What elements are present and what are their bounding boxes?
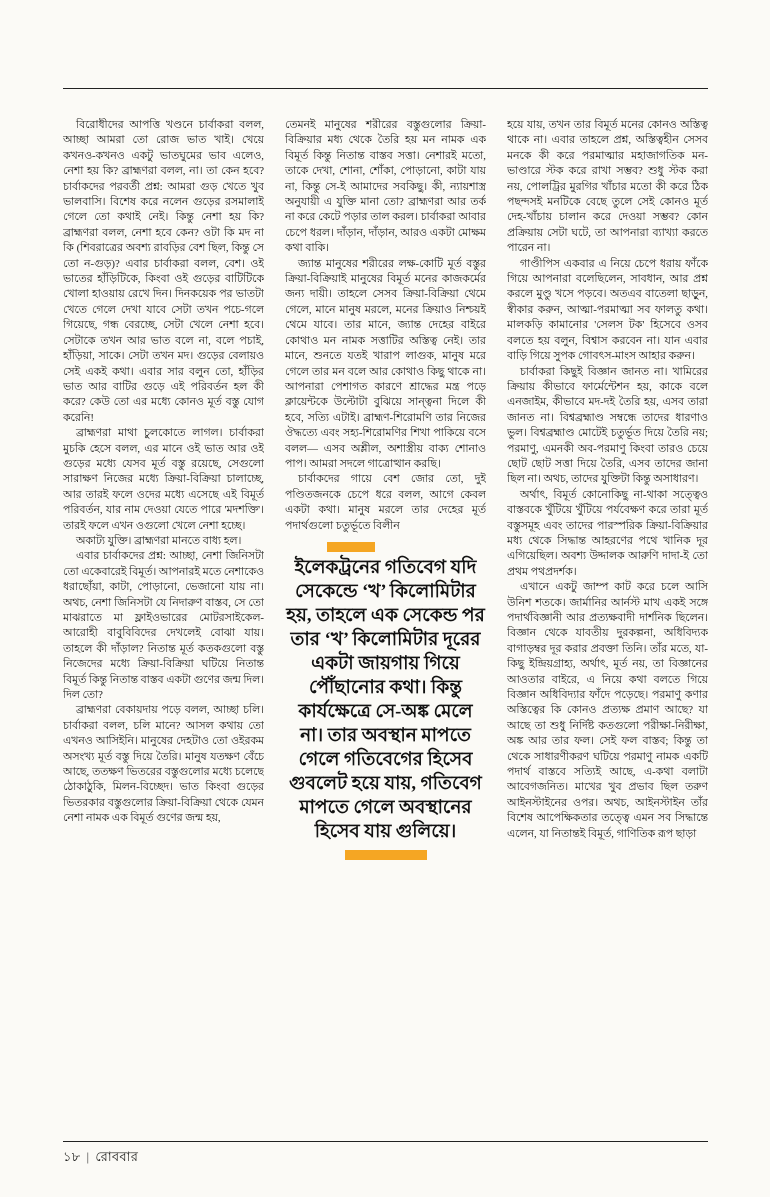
text-column-3 (507, 118, 708, 1123)
paragraph: গাণ্ডীপিস একবার এ নিয়ে চেপে ধরায় ফাঁকে গিয়ে আপনারা বলেছিলেন, সাবধান, আর প্রশ্ন করলে মুণ্ডু খসে পড়বে। অতএব বাতেলা ছাড়ুন, স্বীকার করুন, আত্মা-পরমাত্মা সব ফালতু কথা। মালকড়ি কামানোর 'সেলস টক' হিসেবে ওসব বলতে হয় বলুন, বিশ্বাস করবেন না। যান এবার বাড়ি গিয়ে সুপক গোবৎস-মাংস আহার করুন। (507, 257, 708, 363)
article-body (63, 118, 708, 1123)
paragraph: ব্রাহ্মণরা বেকায়দায় পড়ে বলল, আচ্ছা চলি। চার্বাকরা বলল, চলি মানে? আসল কথায় তো এখনও আসিইনি। মানুষের দেহটাও তো ওইরকম অসংখ্য মূর্ত বস্তু দিয়ে তৈরি। মানুষ যতক্ষণ বেঁচে আছে, ততক্ষণ ভিতরের বস্তুগুলোর মধ্যে চলেছে ঠোকাঠুকি, মিলন-বিচ্ছেদ। ভাত কিংবা গুড়ের ভিতরকার বস্তুগুলোর ক্রিয়া-বিক্রিয়া থেকে যেমন নেশা নামক এক বিমূর্ত গুণের জন্ম হয়, (63, 704, 264, 825)
paragraph: এবার চার্বাকদের প্রশ্ন: আচ্ছা, নেশা জিনিসটা তো একেবারেই বিমূর্ত। আপনারই মতে নেশাকেও ধরাছোঁয়া, কাটা, পোড়ানো, ভেজানো যায় না। অথচ, নেশা জিনিসটা যে নিদারুণ বাস্তব, সে তো মাঝরাতে মা ফ্লাইওভারের মোটরসাইকেল-আরোহী বাবুবিবিদের দেখলেই বোঝা যায়। তাহলে কী দাঁড়াল? নিতান্ত মূর্ত কতকগুলো বস্তু নিজেদের মধ্যে ক্রিয়া-বিক্রিয়া ঘটিয়ে নিতান্ত বিমূর্ত কিন্তু নিতান্ত বাস্তব একটা গুণের জন্ম দিল। দিল তো? (63, 550, 264, 702)
text-column-2 (285, 118, 486, 1123)
paragraph: বিরোধীদের আপত্তি খণ্ডনে চার্বাকরা বলল, আচ্ছা আমরা তো রোজ ভাত খাই। খেয়ে কখনও-কখনও একটু ভাতঘুমের ভাব এলেও, নেশা হয় কি? ব্রাহ্মণরা বলল, না। তা কেন হবে? চার্বাকদের পরবর্তী প্রশ্ন: আমরা গুড় খেতে খুব ভালবাসি। বিশেষ করে নলেন গুড়ের রসমালাই গেলে তো কথাই নেই। কিন্তু নেশা হয় কি? ব্রাহ্মণরা বলল, নেশা হবে কেন? ওটা কি মদ না কি (শিবরাত্রের অবশ্য রাবড়ির বেশ ছিল, কিন্তু সে তো ন-গুড়)? এবার চার্বাকরা বলল, বেশ। ওই ভাতের হাঁড়িটিকে, কিংবা ওই গুড়ের বাটিটিকে খোলা হাওয়ায় রেখে দিন। দিনকয়েক পর ভাতটা খেতে গেলে দেখা যাবে সেটা তখন পচে-গলে গিয়েছে, গন্ধ বেরচ্ছে, সেটা খেলে নেশা হবে। সেটাকে তখন আর ভাত বলে না, বলে পচাই, হাঁড়িয়া, সাকে। সেটা তখন মদ। গুড়ের বেলায়ও সেই একই কথা। এবার সার বলুন তো, হাঁড়ির ভাত আর বাটির গুড়ে এই পরিবর্তন হল কী করে? কেউ তো এর মধ্যে কোনও মূর্ত বস্তু যোগ করেনি! (63, 119, 264, 424)
highlight-bar-bottom-icon (345, 850, 427, 860)
paragraph: ব্রাহ্মণরা মাথা চুলকোতে লাগল। চার্বাকরা মুচকি হেসে বলল, এর মানে ওই ভাত আর ওই গুড়ের মধ্যে যেসব মূর্ত বস্তু রয়েছে, সেগুলো সারাক্ষণ নিজের মধ্যে ক্রিয়া-বিক্রিয়া চালাচ্ছে, আর তারই ফলে ওদের মধ্যে এসেছে এই বিমূর্ত পরিবর্তন, যার নাম দেওয়া যেতে পারে 'মদশক্তি'। তারই ফলে এখন ওগুলো খেলে নেশা হচ্ছে। (63, 427, 264, 532)
paragraph: অকাট্য যুক্তি। ব্রাহ্মণরা মানতে বাধ্য হল। (76, 534, 242, 547)
pull-quote-text: ইলেকট্রনের গতিবেগ যদি সেকেন্ডে ‘খ’ কিলোমিটার হয়, তাহলে এক সেকেন্ড পর তার ‘খ’ কিলোমিটার দূরের একটা জায়গায় গিয়ে পৌঁছানোর কথা। কিন্তু কার্যক্ষেত্রে সে-অঙ্ক মেলে না। তার অবস্থান মাপতে গেলে গতিবেগের হিসেব গুবলেট হয়ে যায়, গতিবেগ মাপতে গেলে অবস্থানের হিসেব যায় গুলিয়ে। (286, 557, 485, 842)
paragraph: হয়ে যায়, তখন তার বিমূর্ত মনের কোনও অস্তিত্ব থাকে না। এবার তাহলে প্রশ্ন, অস্তিত্বহীন সেসব মনকে কী করে পরমাত্মার মহাজাগতিক মন-ভাণ্ডারে স্টক করে রাখা সম্ভব? শুধু স্টক করা নয়, পোলট্রির মুরগির খাঁচার মতো কী করে ঠিক পছন্দসই মনটিকে বেছে তুলে সেই কোনও মূর্ত দেহ-খাঁচায় চালান করে দেওয়া সম্ভব? কোন প্রক্রিয়ায় সেটা ঘটে, তা আপনারা ব্যাখ্যা করতে পারেন না। (507, 119, 708, 255)
page-number: ১৮ (63, 1149, 81, 1164)
paragraph: চার্বাকদের গায়ে বেশ জোর তো, দুই পণ্ডিতজনকে চেপে ধরে বলল, আগে কেবল একটা কথা। মানুষ মরলে তার দেহের মূর্ত পদার্থগুলো চতুর্ভূতে বিলীন (285, 473, 486, 532)
text-column-1 (63, 118, 264, 1123)
publication-name: রোববার (95, 1149, 139, 1164)
paragraph: তেমনই মানুষের শরীরের বস্তুগুলোর ক্রিয়া-বিক্রিয়ার মধ্য থেকে তৈরি হয় মন নামক এক বিমূর্ত কিন্তু নিতান্ত বাস্তব সত্তা। নেশারই মতো, তাকে দেখা, শোনা, শোঁকা, পোড়ানো, কাটা যায় না, কিন্তু সে-ই আমাদের সবকিছু। কী, ন্যায়শাস্ত্র অনুযায়ী এ যুক্তি মানা তো? ব্রাহ্মণরা আর তর্ক না করে কেটে পড়ার তাল করল। চার্বাকরা আবার চেপে ধরল। দাঁড়ান, দাঁড়ান, আরও একটা মোক্ষম কথা বাকি। (285, 119, 486, 255)
paragraph: অর্থাৎ, বিমূর্ত কোনোকিছু না-থাকা সত্ত্বেও বাস্তবকে খুঁটিয়ে খুঁটিয়ে পর্যবেক্ষণ করে তারা মূর্ত বস্তুসমূহ এবং তাদের পারস্পরিক ক্রিয়া-বিক্রিয়ার মধ্য থেকে সিদ্ধান্ত আহরণের পথে খানিক দূর এগিয়েছিল। অবশ্য উদ্দালক আরুণি দাদা-ই তো প্রথম পথপ্রদর্শক। (507, 488, 708, 578)
pull-quote (285, 542, 486, 860)
paragraph: এখানে একটু জাম্প কাট করে চলে আসি উনিশ শতকে। জার্মানির আর্নস্ট মাখ একই সঙ্গে পদার্থবিজ্ঞানী আর প্রত্যক্ষবাদী দার্শনিক ছিলেন। বিজ্ঞান থেকে যাবতীয় দুরকল্পনা, অধিবিদ্যক বাগাড়ম্বর দূর করার প্রবক্তা তিনি। তাঁর মতে, যা-কিছু ইন্দ্রিয়গ্রাহ্য, অর্থাৎ, মূর্ত নয়, তা বিজ্ঞানের আওতার বাইরে, এ নিয়ে কথা বলতে গিয়ে বিজ্ঞান অধিবিদ্যার ফাঁদে পড়েছে। পরমাণু কণার অস্তিত্বের কি কোনও প্রত্যক্ষ প্রমাণ আছে? যা আছে তা শুধু নির্দিষ্ট কতগুলো পরীক্ষা-নিরীক্ষা, অঙ্ক আর তার ফল। সেই ফল বাস্তব; কিন্তু তা থেকে সাধারণীকরণ ঘটিয়ে পরমাণু নামক একটি পদার্থ বাস্তবে সত্যিই আছে, এ-কথা বলাটা আবেগজনিত। মাখের খুব প্রভাব ছিল তরুণ আইনস্টাইনের ওপর। অথচ, আইনস্টাইন তাঁর বিশেষ আপেক্ষিকতার তত্ত্বে এমন সব সিদ্ধান্তে এলেন, যা নিতান্তই বিমূর্ত, গাণিতিক রূপ ছাড়া (507, 581, 708, 840)
top-rule (63, 88, 708, 89)
paragraph: চার্বাকরা কিছুই বিজ্ঞান জানত না। খামিরের ক্রিয়ায় কীভাবে ফার্মেন্টেশন হয়, কাকে বলে এনজাইম, কীভাবে মদ-দই তৈরি হয়, এসব তারা জানত না। বিশ্বব্রহ্মাণ্ড সম্বন্ধে তাদের ধারণাও ভুল। বিশ্বব্রহ্মাণ্ড মোটেই চতুর্ভূত দিয়ে তৈরি নয়; পরমাণু, এমনকী অব-পরমাণু কিংবা তারও চেয়ে ছোট ছোট সত্তা দিয়ে তৈরি, এসব তাদের জানা ছিল না। অথচ, তাদের যুক্তিটা কিন্তু অসাধারণ। (507, 365, 708, 486)
page-footer (63, 1148, 138, 1166)
highlight-bar-top-icon (327, 542, 375, 552)
bottom-rule (63, 1141, 708, 1142)
paragraph: জ্যান্ত মানুষের শরীরের লক্ষ-কোটি মূর্ত বস্তুর ক্রিয়া-বিক্রিয়াই মানুষের বিমূর্ত মনের কাজকর্মের জন্য দায়ী। তাহলে সেসব ক্রিয়া-বিক্রিয়া থেমে গেলে, মানে মানুষ মরলে, মনের ক্রিয়াও নিশ্চয়ই থেমে যাবে। তার মানে, জ্যান্ত দেহের বাইরে কোথাও মন নামক সত্তাটির অস্তিত্ব নেই। তার মানে, শুনতে যতই খারাপ লাগুক, মানুষ মরে গেলে তার মন বলে আর কোথাও কিছু থাকে না। আপনারা পেশাগত কারণে শ্রাদ্ধের মন্ত্র পড়ে ক্লায়েন্টকে উল্টোটা বুঝিয়ে সান্ত্বনা দিলে কী হবে, সত্যি এটাই। ব্রাহ্মণ-শিরোমণি তার নিজের ঔদ্ধত্যে এবং সহ্য-শিরোমণির শিখা পাকিয়ে বসে বলল— এসব অশ্লীল, অশাস্ত্রীয় বাক্য শোনাও পাপ। আমরা সদলে গাত্রোত্থান করছি। (285, 257, 486, 470)
footer-separator: | (86, 1149, 90, 1164)
